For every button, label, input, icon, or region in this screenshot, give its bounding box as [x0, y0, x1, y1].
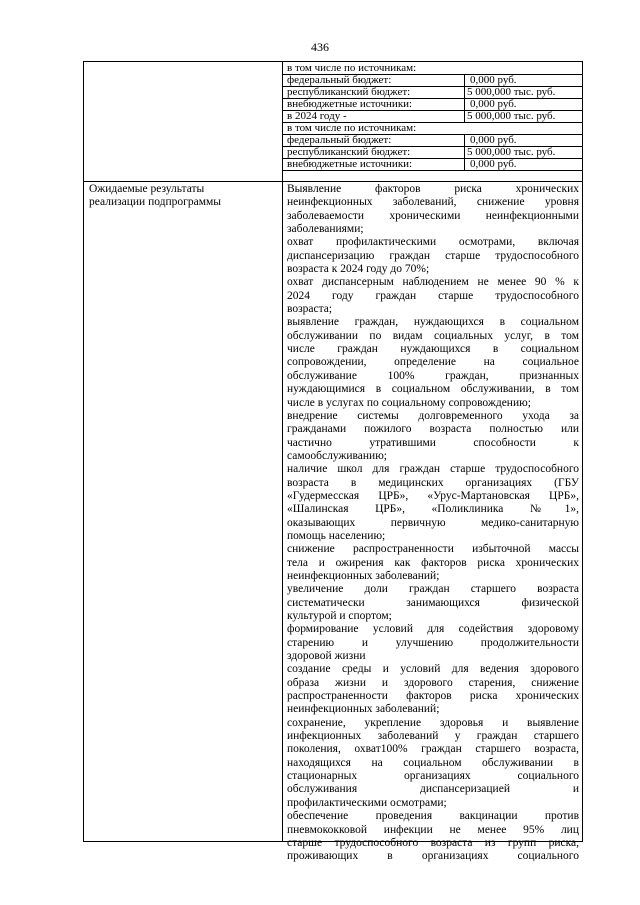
expected-results-text — [287, 183, 579, 864]
results-line: охват диспансерным наблюдением не менее 90 % к — [287, 276, 579, 289]
financing-row-value: 0,000 руб. — [470, 74, 517, 86]
results-line: увеличение доли граждан старшего возраста — [287, 583, 579, 596]
financing-row-value: 5 000,000 тыс. руб. — [467, 146, 556, 158]
financing-row-label: внебюджетные источники: — [287, 98, 413, 110]
financing-row-label: в том числе по источникам: — [287, 62, 417, 74]
financing-row-value: 5 000,000 тыс. руб. — [467, 110, 556, 122]
expected-results-label — [89, 183, 274, 209]
results-line: старше трудоспособного возраста из групп риска, — [287, 836, 579, 849]
results-line: создание среды и условий для ведения здорового — [287, 663, 579, 676]
results-line: обеспечение проведения вакцинации против — [287, 810, 579, 823]
subprogram-table — [83, 61, 583, 863]
value-divider — [464, 86, 465, 98]
results-line: выявление граждан, нуждающихся в социальном — [287, 316, 579, 329]
results-line: обслуживании по видам социальных услуг, в том — [287, 329, 579, 342]
results-line: формирование условий для содействия здоровому — [287, 623, 579, 636]
label-line: Ожидаемые результаты — [89, 183, 205, 195]
results-line: самообслуживанию; — [287, 449, 387, 462]
results-line: обслуживания диспансеризацией и — [287, 783, 579, 796]
results-line: обслуживание 100% граждан, признанных — [287, 369, 579, 382]
value-divider — [464, 74, 465, 86]
financing-row-label: федеральный бюджет: — [287, 134, 392, 146]
results-line: возраста в медицинских организациях (ГБУ — [287, 476, 579, 489]
results-line: неинфекционных заболеваний; — [287, 569, 440, 582]
results-line: охват профилактическими осмотрами, включая — [287, 236, 579, 249]
financing-row-label: в том числе по источникам: — [287, 122, 417, 134]
results-line: снижение распространенности избыточной массы — [287, 543, 579, 556]
results-line: сохранение, укрепление здоровья и выявление — [287, 716, 579, 729]
results-line: пневмококковой инфекции не менее 95% лиц — [287, 823, 579, 836]
financing-row-value: 0,000 руб. — [470, 98, 517, 110]
results-line: старению и улучшению продолжительности — [287, 636, 579, 649]
financing-row-label: республиканский бюджет: — [287, 86, 411, 98]
financing-row-value: 0,000 руб. — [470, 158, 517, 170]
financing-row-value: 0,000 руб. — [470, 134, 517, 146]
label-line: реализации подпрограммы — [89, 196, 222, 208]
results-line: сопровождении, определение на социальное — [287, 356, 579, 369]
value-divider — [464, 98, 465, 110]
section-divider — [84, 181, 582, 182]
results-line: находящихся на социальном обслуживании в — [287, 756, 579, 769]
results-line: проживающих в организациях социального — [287, 850, 579, 863]
value-divider — [464, 134, 465, 146]
results-line: Выявление факторов риска хронических — [287, 183, 579, 195]
results-line: заболеваниями; — [287, 223, 364, 236]
results-line: тела и ожирения как факторов риска хронических — [287, 556, 579, 569]
results-line: числе в услугах по социальному сопровождению; — [287, 396, 531, 409]
financing-row-label: в 2024 году - — [287, 110, 347, 122]
financing-row-label: федеральный бюджет: — [287, 74, 392, 86]
financing-row-label: республиканский бюджет: — [287, 146, 411, 158]
results-line: частично утратившими способности к — [287, 436, 579, 449]
results-line: гражданами пожилого возраста полностью или — [287, 423, 579, 436]
financing-row-label: внебюджетные источники: — [287, 158, 413, 170]
value-divider — [464, 110, 465, 122]
financing-row-value: 5 000,000 тыс. руб. — [467, 86, 556, 98]
results-line: распространенности факторов риска хронических — [287, 690, 579, 703]
results-line: «Гудермесская ЦРБ», «Урус-Мартановская ЦРБ», — [287, 489, 579, 502]
results-line: инфекционных заболеваний у граждан старшего — [287, 730, 579, 743]
results-line: неинфекционных заболеваний, снижение уровня — [287, 196, 579, 209]
results-line: стационарных организациях социального — [287, 770, 579, 783]
results-line: возраста к 2024 году до 70%; — [287, 263, 430, 276]
results-line: культурой и спортом; — [287, 610, 392, 622]
results-line: числе граждан нуждающихся в социальном — [287, 343, 579, 356]
results-line: систематически занимающихся физической — [287, 596, 579, 609]
results-line: заболеваемости хроническими неинфекционными — [287, 209, 579, 222]
results-line: неинфекционных заболеваний; — [287, 703, 440, 716]
value-divider — [464, 158, 465, 170]
value-divider — [464, 146, 465, 158]
results-line: образа жизни и здорового старения, снижение — [287, 676, 579, 689]
results-line: «Шалинская ЦРБ», «Поликлиника №1», — [287, 503, 579, 516]
results-line: оказывающих первичную медико-санитарную — [287, 516, 579, 529]
results-line: 2024 году граждан старше трудоспособного — [287, 289, 579, 302]
results-line: возраста; — [287, 303, 333, 316]
results-line: помощь населению; — [287, 529, 386, 542]
column-divider — [282, 62, 283, 841]
results-line: поколения, охват100% граждан старшего возраста, — [287, 743, 579, 756]
results-line: здоровой жизни — [287, 650, 366, 663]
row-divider — [282, 170, 582, 171]
results-line: диспансеризацию граждан старше трудоспособного — [287, 249, 579, 262]
results-line: профилактическими осмотрами; — [287, 796, 447, 809]
page-number: 436 — [311, 40, 329, 54]
results-line: внедрение системы долговременного ухода за — [287, 409, 579, 422]
results-line: наличие школ для граждан старше трудоспособного — [287, 463, 579, 476]
results-line: нуждающимися в социальном обслуживании, в том — [287, 383, 579, 396]
